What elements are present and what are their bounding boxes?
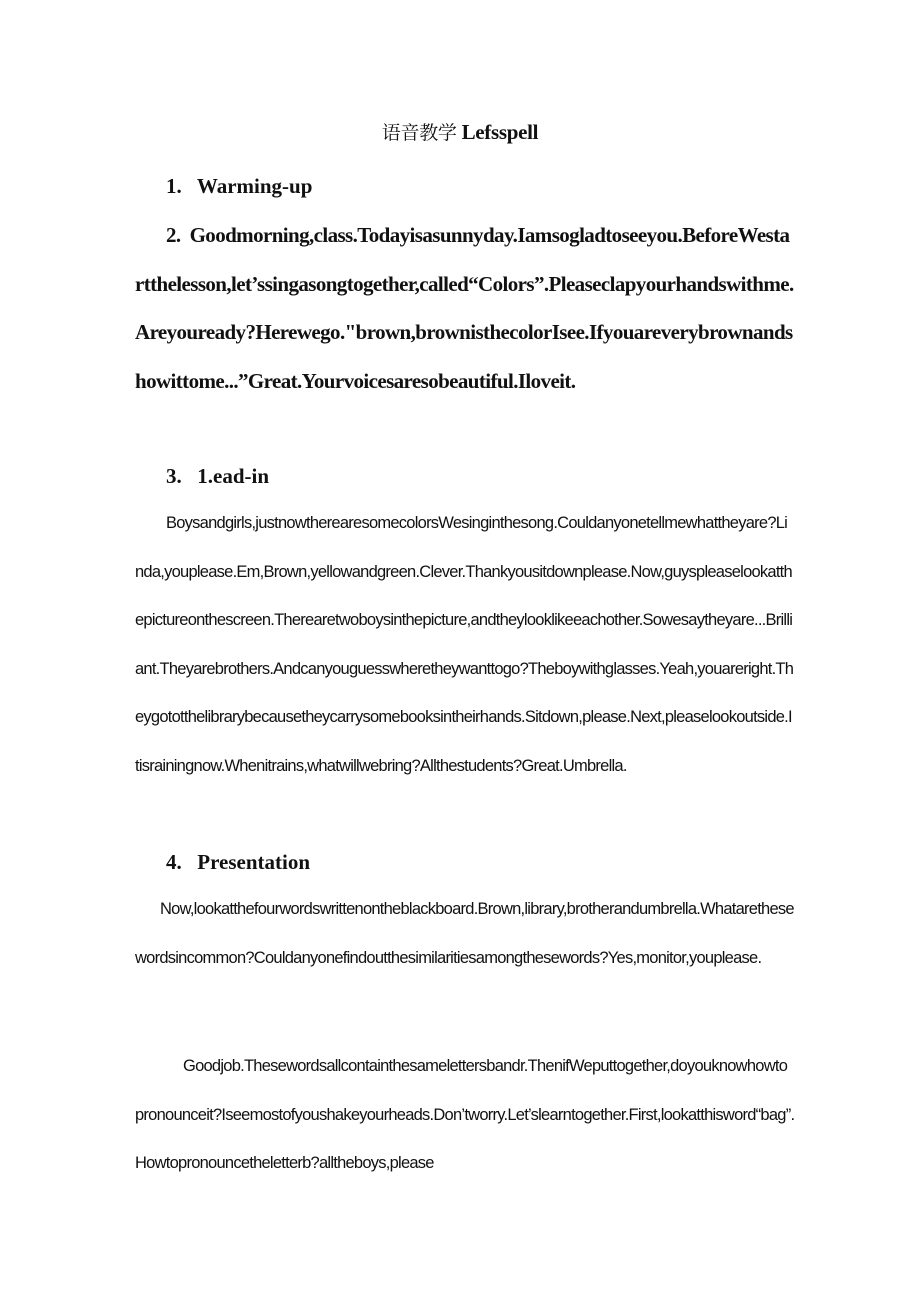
section-heading-text: Warming-up [196, 174, 313, 198]
lead-in-paragraph: Boysandgirls,justnowtherearesomecolorsWesinginthesong.Couldanyonetellmewhattheyare?Linda,youplease.Em,Brown,yellowandgreen.Clever.Thankyousitdownplease.Now,guyspleaselookatthepictureonthescreen.Therearetwoboysinthepicture,andtheylooklikeeachother.Sowesaytheyare...Brilliant.Theyarebrothers.Andcanyouguesswheretheywanttogo?Theboywithglasses.Yeah,youareright.Theygototthelibrarybecausetheycarrysomebooksintheirhands.Sitdown,please.Next,pleaselookoutside.Itisrainingnow.Whenitrains,whatwillwebring?Allthestudents?Great.Umbrella. [135, 514, 794, 775]
section-heading-lead-in [166, 452, 269, 500]
section-number: 3. [166, 464, 182, 488]
title-latin: Lefsspell [461, 120, 539, 144]
section-heading-text: 1.ead-in [197, 464, 270, 488]
section-heading-text: Presentation [197, 850, 311, 874]
section-heading-warming-up [166, 162, 312, 210]
section-2-paragraph [135, 211, 795, 405]
good-job-paragraph: Goodjob.Thesewordsallcontainthesamelettersbandr.ThenifWeputtogether,doyouknowhowtopronounceit?Iseemostofyoushakeyourheads.Don’tworry.Let’slearntogether.First,lookatthisword“bag”.Howtopronouncetheletterb?alltheboys,please [135, 1057, 795, 1172]
section-2-text: Goodmorning,class.Todayisasunnyday.Iamsogladtoseeyou.BeforeWestartthelesson,let’ssingasongtogether,called“Colors”.Pleaseclapyourhandswithme.Areyouready?Herewego."brown,brownisthecolorIsee.Ifyouareverybrownandshowittome...”Great.Yourvoicesaresobeautiful.Iloveit. [135, 223, 794, 393]
section-number: 1. [166, 174, 182, 198]
title-chinese: 语音教学 [381, 122, 457, 144]
presentation-paragraph: Now,lookatthefourwordswrittenontheblackboard.Brown,library,brotherandumbrella.Whatarethesewordsincommon?Couldanyonefindoutthesimilaritiesamongthesewords?Yes,monitor,youplease. [135, 900, 794, 967]
section-number: 4. [166, 850, 182, 874]
section-number: 2. [166, 223, 181, 247]
section-heading-presentation [166, 838, 310, 886]
document-title [0, 118, 920, 145]
